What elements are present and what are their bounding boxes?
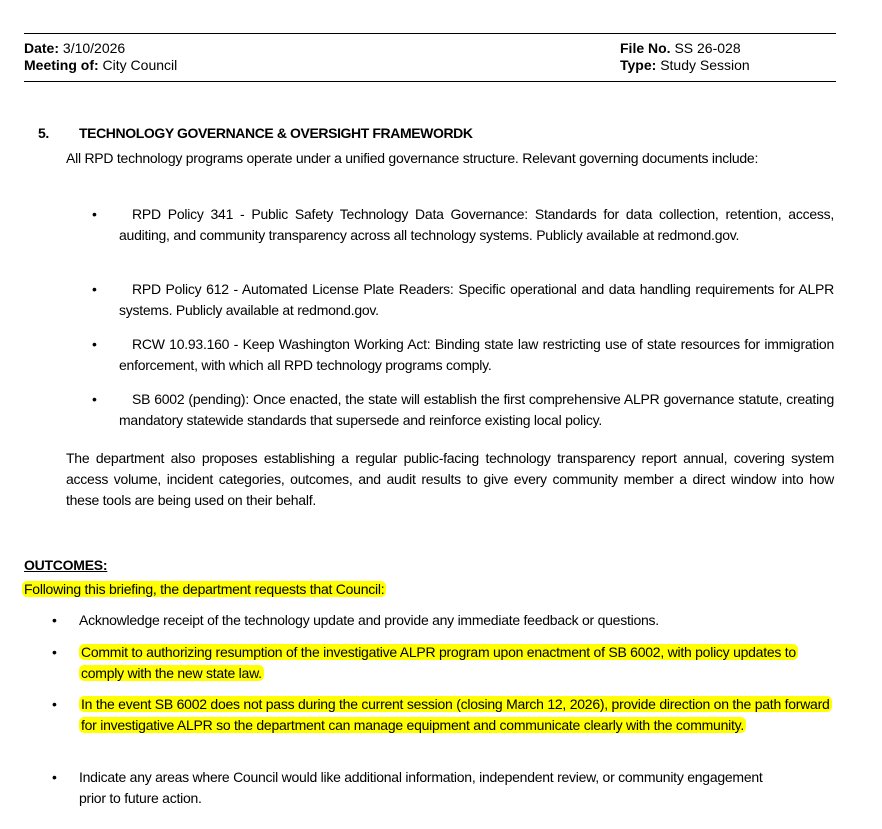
governing-doc-text: RPD Policy 612 - Automated License Plate Readers: Specific operational and data handling requirements for ALPR systems. Publicly available at redmond.gov. — [119, 281, 834, 318]
outcomes-heading: OUTCOMES: — [24, 557, 108, 573]
bullet-icon: • — [52, 644, 57, 660]
governing-doc-text: SB 6002 (pending): Once enacted, the state will establish the first comprehensive ALPR governance statute, creating mandatory statewide standards that supersede and reinforce existing local policy. — [119, 391, 834, 428]
date-value: 3/10/2026 — [62, 40, 126, 56]
governing-doc-text: RCW 10.93.160 - Keep Washington Working Act: Binding state law restricting use of state resources for immigration enforcement, with which all RPD technology programs comply. — [119, 336, 834, 373]
bullet-icon: • — [92, 281, 97, 297]
header-right — [620, 40, 750, 74]
file-row — [620, 40, 750, 57]
bullet-icon: • — [92, 206, 97, 222]
bullet-icon: • — [92, 391, 97, 407]
date-row — [24, 40, 177, 57]
section-closing: The department also proposes establishing a regular public-facing technology transparency report annual, covering system access volume, incident categories, outcomes, and audit results to give every community member a direct window into how these tools are being used on their behalf. — [66, 450, 834, 508]
bullet-icon: • — [52, 696, 57, 712]
section-number: 5. — [38, 125, 49, 141]
governing-doc-text: RPD Policy 341 - Public Safety Technology Data Governance: Standards for data collection, retention, access, auditing, and community transparency across all technology systems. Publicly available at redmond.gov. — [119, 206, 834, 243]
meeting-label: Meeting of: — [24, 57, 99, 73]
file-value: SS 26-028 — [674, 40, 741, 56]
document-header — [24, 33, 836, 82]
governing-doc-item — [92, 334, 834, 376]
meeting-value: City Council — [102, 57, 178, 73]
section-intro: All RPD technology programs operate under a unified governance structure. Relevant governing documents include: — [66, 150, 759, 166]
outcome-text: Acknowledge receipt of the technology update and provide any immediate feedback or questions. — [79, 612, 659, 628]
bullet-icon: • — [52, 769, 57, 785]
section-heading — [38, 124, 473, 142]
outcome-item — [52, 642, 842, 684]
date-label: Date: — [24, 40, 60, 56]
bullet-icon: • — [52, 612, 57, 628]
meeting-row — [24, 57, 177, 74]
outcome-text-highlighted: Commit to authorizing resumption of the investigative ALPR program upon enactment of SB 6002, with policy updates to comply with the new state law. — [81, 644, 796, 681]
type-row — [620, 57, 750, 74]
bullet-icon: • — [92, 336, 97, 352]
header-left — [24, 40, 177, 74]
outcome-item — [52, 610, 842, 631]
outcome-text: Indicate any areas where Council would like additional information, independent review, or community engagement prior to future action. — [79, 769, 763, 806]
section-title: TECHNOLOGY GOVERNANCE & OVERSIGHT FRAMEWORDK — [79, 125, 473, 141]
outcome-item — [52, 767, 792, 809]
outcome-item — [52, 694, 842, 736]
governing-doc-item — [92, 389, 834, 431]
governing-doc-item — [92, 279, 834, 321]
file-label: File No. — [620, 40, 671, 56]
type-value: Study Session — [660, 57, 750, 73]
outcomes-intro — [22, 579, 386, 600]
type-label: Type: — [620, 57, 657, 73]
outcome-text-highlighted: In the event SB 6002 does not pass during the current session (closing March 12, 2026), provide direction on the path forward for investigative ALPR so the department can manage equipment and communicate clearly with the community. — [81, 696, 830, 733]
highlighted-text: Following this briefing, the department requests that Council: — [24, 581, 385, 597]
governing-doc-item — [92, 204, 834, 246]
